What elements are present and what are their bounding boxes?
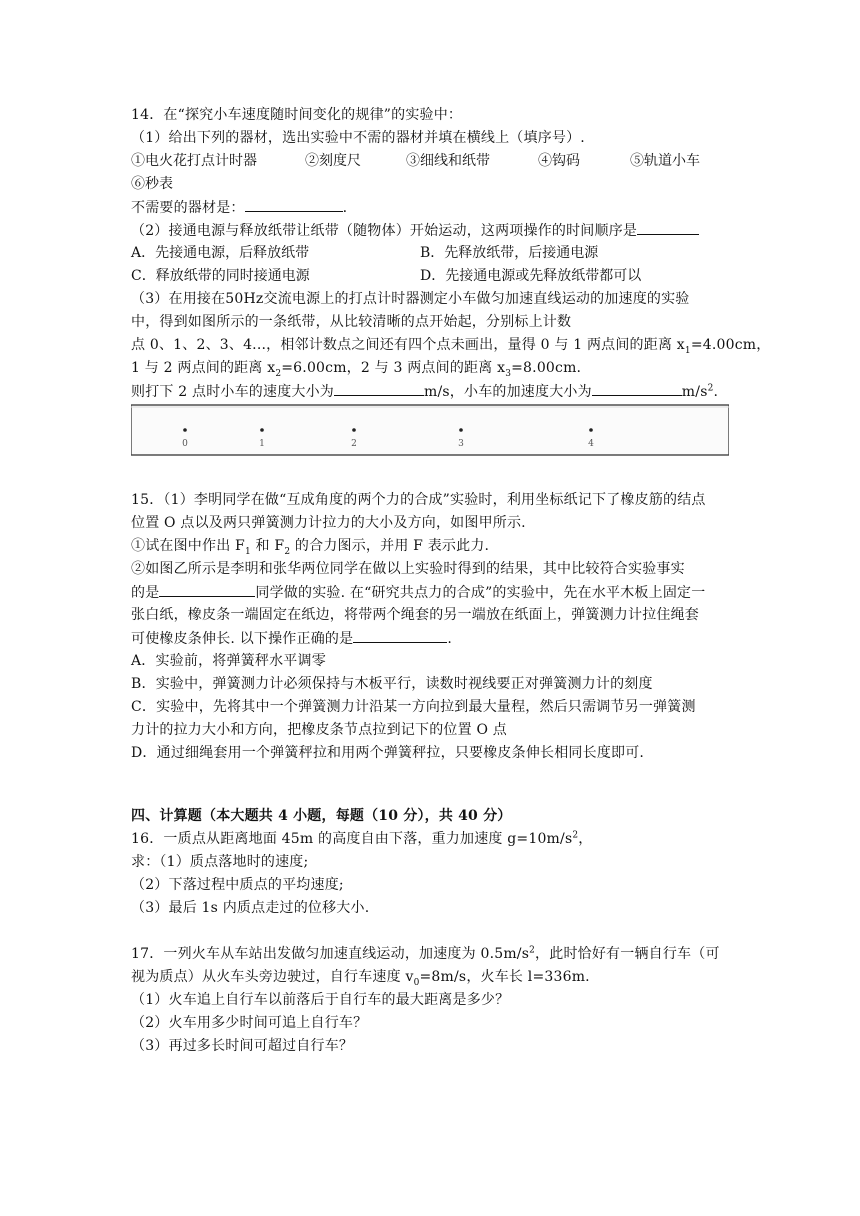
q15-line2: 位置 O 点以及两只弹簧测力计拉力的大小及方向，如图甲所示.	[131, 515, 526, 531]
tape-label-0: 0	[182, 439, 188, 449]
subscript: 3	[505, 368, 512, 379]
q17-line2-a: 视为质点）从火车头旁边驶过，自行车速度 v	[131, 969, 414, 985]
q14-accel-blank	[592, 381, 682, 396]
tape-label-1: 1	[259, 439, 265, 449]
q14-x2-value: =6.00cm，2 与 3 两点间的距离 x	[281, 360, 506, 376]
q14-option-c: C．释放纸带的同时接通电源	[131, 268, 310, 284]
q14-unneeded-label: 不需要的器材是：	[131, 200, 245, 216]
q14-part3-line1: （3）在用接在50Hz交流电源上的打点计时器测定小车做匀加速直线运动的加速度的实验	[131, 291, 690, 307]
superscript: 2	[572, 830, 579, 841]
q16-line3: （2）下落过程中质点的平均速度;	[131, 877, 344, 893]
q14-option-d: D．先接通电源或先释放纸带都可以	[420, 268, 642, 284]
q14-item-4: ④钩码	[538, 153, 580, 169]
tape-dot-0	[183, 428, 187, 432]
q15-option-a: A．实验前，将弹簧秤水平调零	[131, 653, 326, 669]
q16-line1-a: 16．一质点从距离地面 45m 的高度自由下落，重力加速度 g=10m/s	[131, 831, 573, 847]
q15-line1: 15．（1）李明同学在做“互成角度的两个力的合成”实验时，利用坐标纸记下了橡皮筋的结点	[131, 492, 706, 508]
q15-option-d: D．通过细绳套用一个弹簧秤拉和用两个弹簧秤拉，只要橡皮条伸长相同长度即可.	[131, 745, 645, 761]
tape-label-3: 3	[458, 439, 464, 449]
q14-part2-line	[131, 220, 699, 241]
q15-student-blank	[159, 582, 255, 597]
q15-line5	[131, 582, 705, 603]
q14-item-6: ⑥秒表	[131, 176, 173, 192]
paper-tape	[131, 405, 729, 455]
q14-part3-line5: 则打下 2 点时小车的速度大小为 m/s，小车的加速度大小为 $m/s^2$.	[131, 381, 718, 402]
q17-line1-a: 17．一列火车从车站出发做匀加速直线运动，加速度为 0.5m/s	[131, 946, 530, 962]
q15-line3-c: 的合力图示，并用 F 表示此力.	[290, 538, 490, 554]
q15-option-c1: C．实验中，先将其中一个弹簧测力计沿某一方向拉到最大量程，然后只需调节另一弹簧测	[131, 699, 696, 715]
q14-part3-line3	[131, 335, 770, 355]
q14-part3-line4-text: 1 与 2 两点间的距离 x	[131, 360, 276, 376]
q15-line5-a: 的是	[131, 585, 160, 601]
q14-part3-line2: 中，得到如图所示的一条纸带，从比较清晰的点开始起，分别标上计数	[131, 314, 572, 330]
q15-line7	[131, 628, 452, 649]
section4-heading: 四、计算题（本大题共 4 小题，每题（10 分），共 40 分）	[131, 808, 512, 824]
tape-label-4: 4	[588, 439, 594, 449]
q14-accel-prompt: m/s，小车的加速度大小为	[424, 384, 592, 400]
q14-part3-line3-text: 点 0、1、2、3、4...，相邻计数点之间还有四个点未画出，量得 0 与 1 两点间的距离 x	[131, 337, 685, 353]
q14-accel-unit: m/s	[681, 384, 708, 400]
q17-line1	[131, 944, 720, 964]
q17-line3: （1）火车追上自行车以前落后于自行车的最大距离是多少？	[131, 992, 510, 1008]
superscript: 2	[529, 945, 536, 956]
q17-line1-b: ，此时恰好有一辆自行车（可	[535, 946, 720, 962]
tape-dot-1	[260, 428, 264, 432]
subscript: 2	[275, 368, 282, 379]
q16-line2: 求：（1）质点落地时的速度;	[131, 854, 309, 870]
q14-part1: （1）给出下列的器材，选出实验中不需的器材并填在横线上（填序号）.	[131, 130, 585, 146]
q17-line4: （2）火车用多少时间可追上自行车？	[131, 1015, 368, 1031]
q14-item-2: ②刻度尺	[305, 153, 361, 169]
q15-option-c2: 力计的拉力大小和方向，把橡皮条节点拉到记下的位置 O 点	[131, 722, 507, 738]
q14-unneeded-blank	[245, 197, 343, 212]
q14-unneeded-line: 不需要的器材是： .	[131, 197, 347, 218]
subscript: 0	[413, 977, 420, 988]
q17-line5: （3）再过多长时间可超过自行车？	[131, 1038, 354, 1054]
q15-operation-blank	[353, 628, 447, 643]
q14-item-5: ⑤轨道小车	[630, 153, 700, 169]
q15-line3	[131, 536, 489, 556]
subscript: 2	[284, 546, 291, 557]
comma: ，	[578, 831, 593, 847]
q14-option-a: A．先接通电源，后释放纸带	[131, 245, 310, 261]
q15-line4: ②如图乙所示是李明和张华两位同学在做以上实验时得到的结果，其中比较符合实验事实	[131, 561, 685, 577]
q14-x1-value: =4.00cm，	[690, 337, 771, 353]
q14-item-3: ③细线和纸带	[406, 153, 490, 169]
q17-line2	[131, 967, 590, 987]
q15-line3-b: 和 F	[250, 538, 285, 554]
superscript: 2	[707, 383, 714, 394]
q14-x3-value: =8.00cm.	[511, 360, 582, 376]
q15-line6: 张白纸，橡皮条一端固定在纸边，将带两个绳套的另一端放在纸面上，弹簧测力计拉住绳套	[131, 607, 699, 623]
q15-option-b: B．实验中，弹簧测力计必须保持与木板平行，读数时视线要正对弹簧测力计的刻度	[131, 676, 653, 692]
period: .	[447, 631, 452, 647]
q16-line1	[131, 829, 592, 849]
q14-option-b: B．先释放纸带，后接通电源	[420, 245, 599, 261]
tape-dot-4	[589, 428, 593, 432]
q16-line4: （3）最后 1s 内质点走过的位移大小.	[131, 900, 370, 916]
q15-line7-a: 可使橡皮条伸长. 以下操作正确的是	[131, 631, 354, 647]
paper-tape-figure	[131, 404, 729, 456]
q15-line3-a: ①试在图中作出 F	[131, 538, 245, 554]
q17-line2-b: =8m/s，火车长 l=336m.	[419, 969, 590, 985]
tape-dot-3	[459, 428, 463, 432]
subscript: 1	[244, 546, 251, 557]
tape-dot-2	[352, 428, 356, 432]
subscript: 1	[684, 345, 691, 356]
q14-velocity-prompt: 则打下 2 点时小车的速度大小为	[131, 384, 335, 400]
q15-line5-b: 同学做的实验. 在“研究共点力的合成”的实验中，先在水平木板上固定一	[255, 585, 706, 601]
q14-velocity-blank	[334, 381, 424, 396]
q14-title: 14．在“探究小车速度随时间变化的规律”的实验中：	[131, 107, 463, 123]
q14-part3-line4	[131, 358, 581, 378]
tape-label-2: 2	[351, 439, 357, 449]
q14-item-1: ①电火花打点计时器	[131, 153, 257, 169]
q14-part2-blank	[637, 220, 699, 235]
q14-part2: （2）接通电源与释放纸带让纸带（随物体）开始运动，这两项操作的时间顺序是	[131, 223, 638, 239]
